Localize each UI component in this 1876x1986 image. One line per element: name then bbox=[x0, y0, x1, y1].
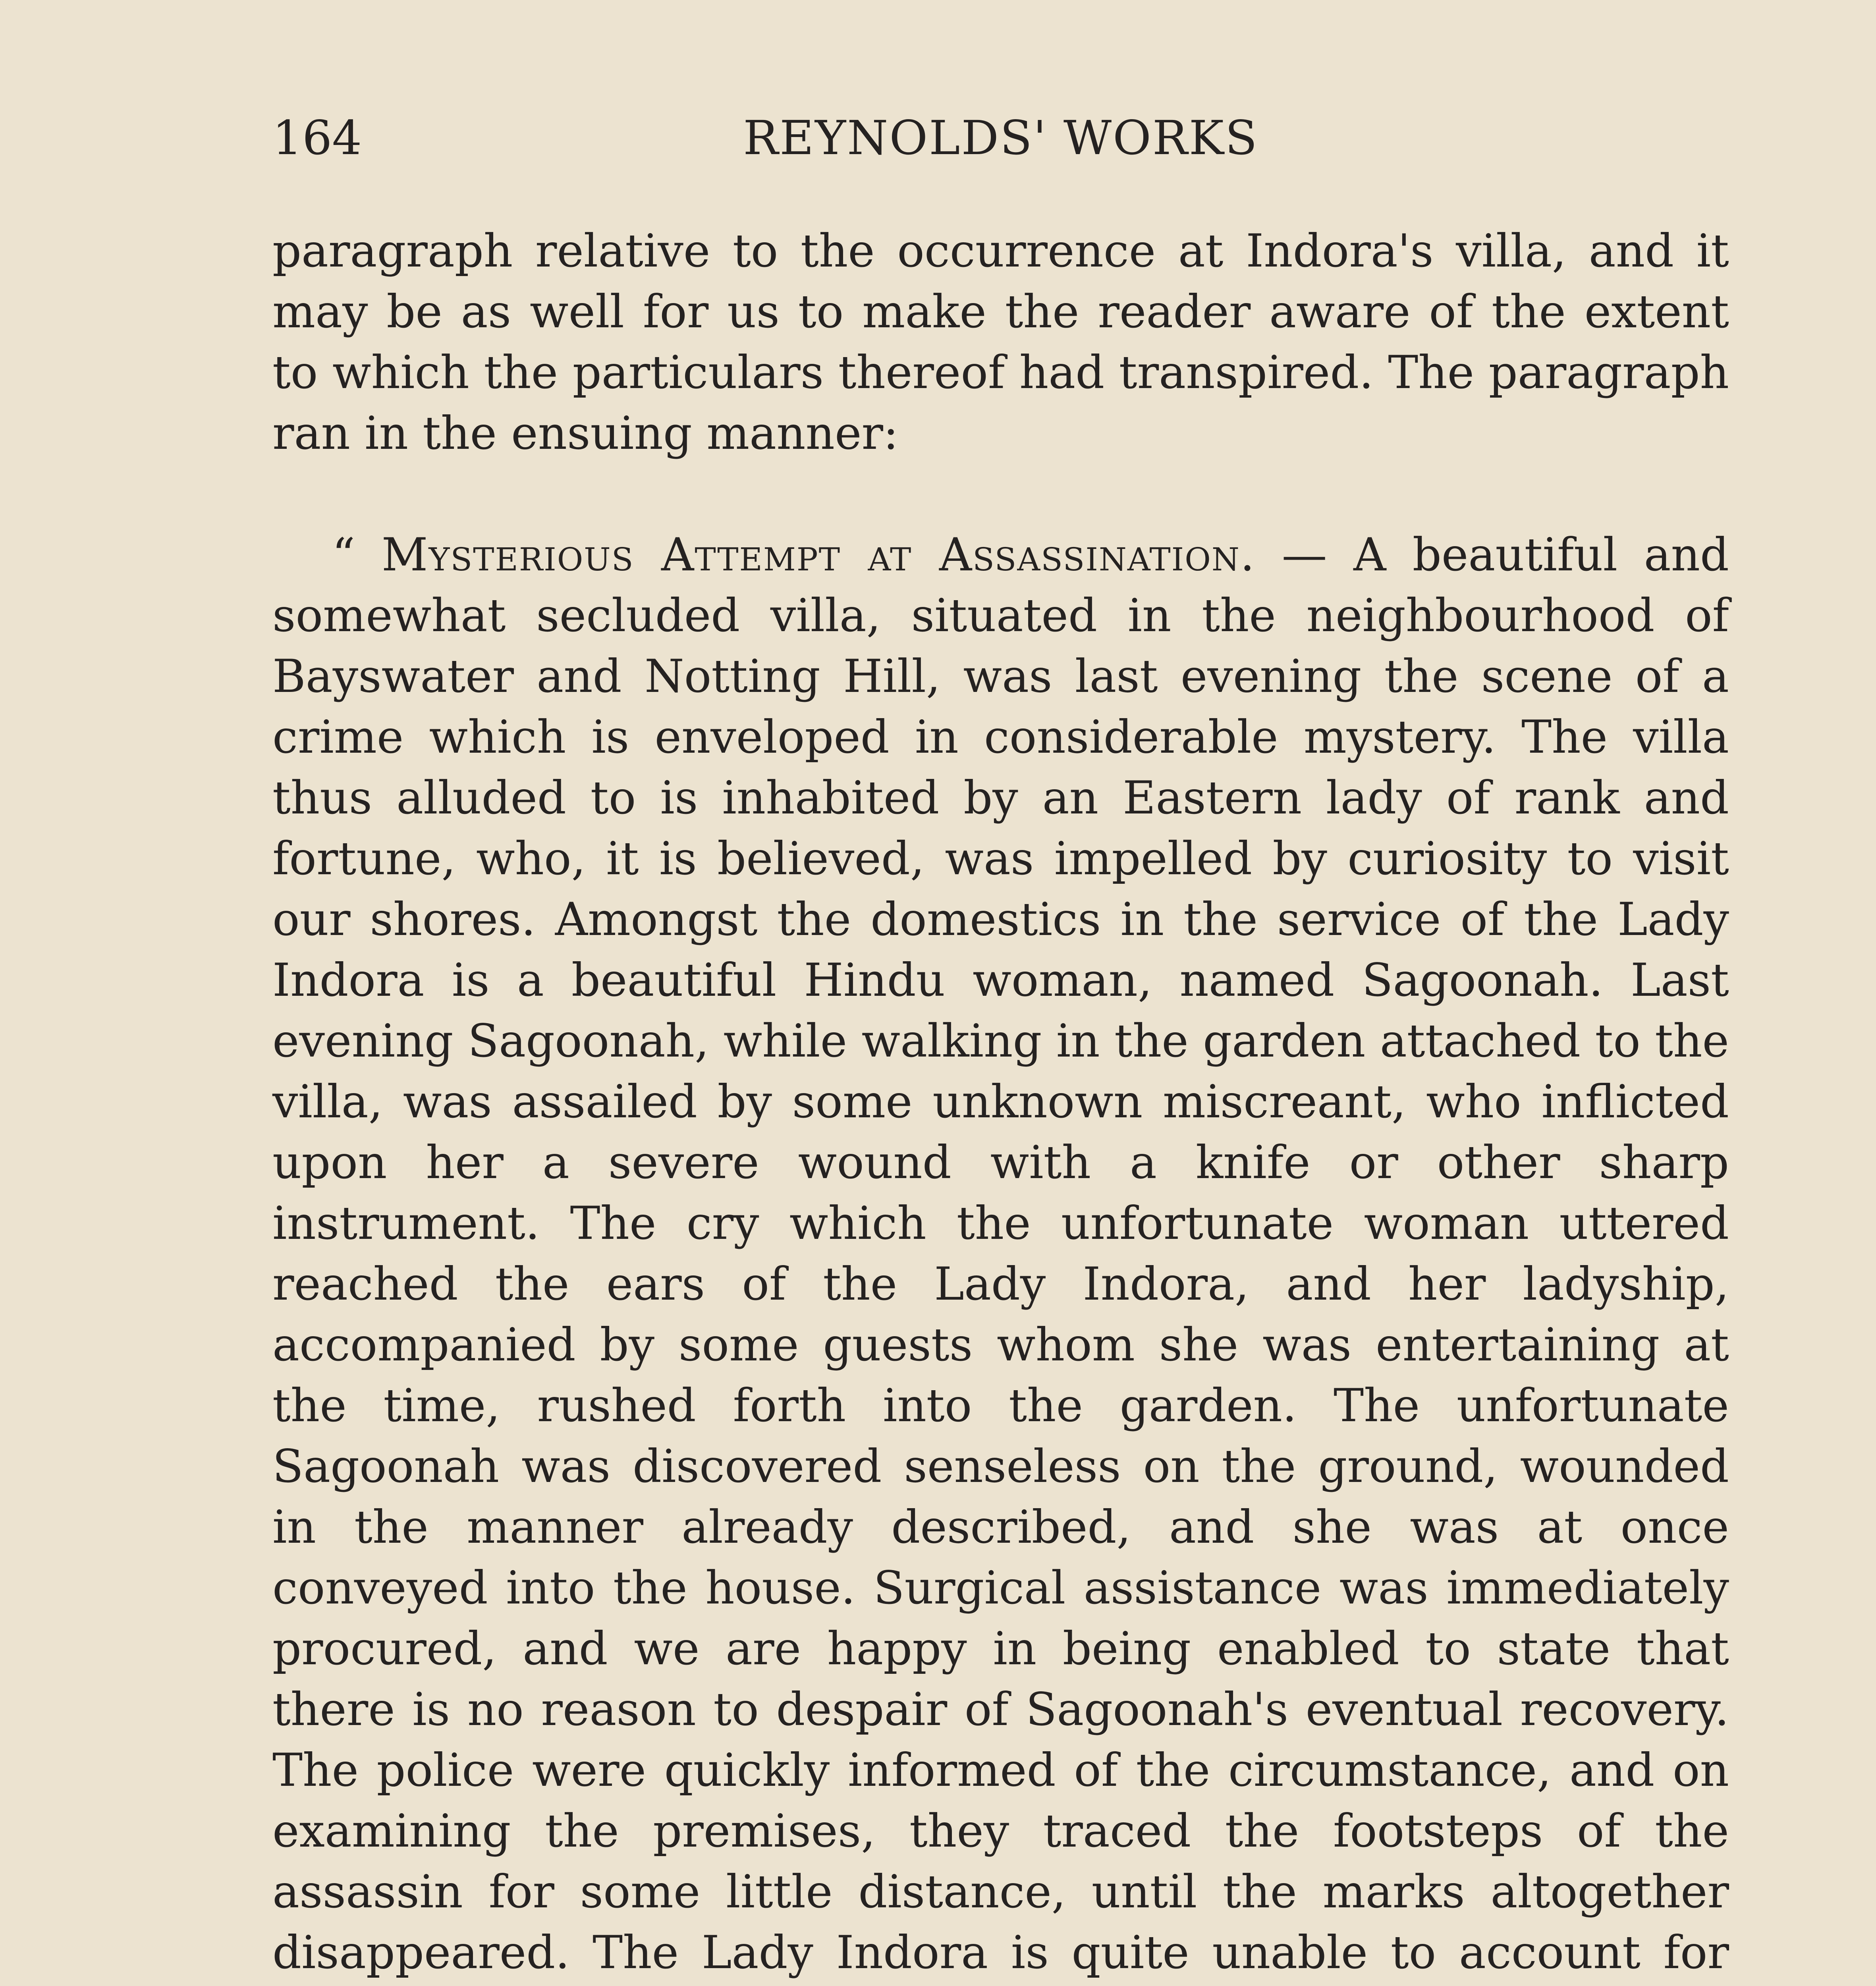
page-header bbox=[272, 104, 1729, 172]
opening-quote: “ bbox=[332, 528, 382, 581]
paragraph-continued: paragraph relative to the occurrence at Indora's villa, and it may be as well for us to make the reader aware of the extent to which the particulars thereof had transpired. The paragraph ran in the ensuing manner: bbox=[272, 224, 1729, 460]
news-headline: Mysterious Attempt at Assassination. bbox=[381, 528, 1256, 581]
news-body: A beautiful and somewhat secluded villa, situated in the neighbourhood of Bayswater and Notting Hill, was last evening the scene of a crime which is enveloped in considerable mystery. The villa thus alluded to is inhabited by an Eastern lady of rank and fortune, who, it is believed, was impelled by curiosity to visit our shores. Amongst the domestics in the service of the Lady Indora is a beautiful Hindu woman, named Sagoonah. Last evening Sagoonah, while walking in the garden attached to the villa, was assailed by some unknown miscreant, who inflicted upon her a severe wound with a knife or other sharp instrument. The cry which the unfortunate woman uttered reached the ears of the Lady Indora, and her ladyship, accompanied by some guests whom she was entertaining at the time, rushed forth into the garden. The unfortunate Sagoonah was discovered senseless on the ground, wounded in the manner already described, and she was at once conveyed into the house. Surgical assistance was immediately procured, and we are happy in being enabled to state that there is no reason to despair of Sagoonah's eventual recovery. The police were quickly informed of the circumstance, and on examining the premises, they traced the footsteps of the assassin for some little distance, until the marks altogether disappeared. The Lady Indora is quite unable to account for bbox=[272, 528, 1729, 1979]
headline-dash: — bbox=[1255, 528, 1354, 581]
quoted-news-paragraph bbox=[272, 524, 1729, 1986]
page-number: 164 bbox=[272, 110, 362, 165]
running-head: REYNOLDS' WORKS bbox=[743, 110, 1258, 165]
